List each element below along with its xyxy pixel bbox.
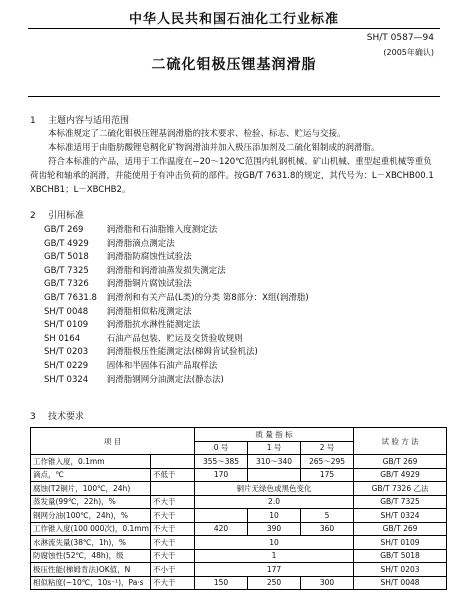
cell-method: SH/T 0203 [354,563,447,577]
cell-item: 工作锥入度(100 000次)，0.1mm [31,522,151,536]
reference-item [44,278,309,292]
reference-name: 润滑脂和润滑油蒸发损失测定法 [106,265,226,276]
cell-item: 腐蚀(T2铜片，100℃，24h) [31,482,151,496]
reference-name: 润滑脂铜片腐蚀试验法 [106,279,192,290]
cell-grade-2: 265～295 [301,455,354,469]
reference-item [44,292,309,306]
reference-code: GB/T 269 [44,225,84,235]
reference-name: 润滑脂相似粘度测定法 [106,306,192,317]
cell-item: 相似粘度(−10℃，10s⁻¹)，Pa·s [31,576,151,590]
cell-item: 蒸发量(99℃，22h)，% [31,495,151,509]
table-row [31,536,447,550]
cell-method: GB/T 7326 乙法 [354,482,447,496]
reference-code: GB/T 4929 [44,238,89,249]
reference-code: SH/T 0203 [44,347,89,358]
table-row [31,549,447,563]
cell-grade-2: 360 [301,522,354,536]
section-title: 技术要求 [48,412,85,422]
table-row [31,522,447,536]
cell-grade-2: 300 [301,576,354,590]
cell-all-grades: 177 [195,563,354,577]
reference-item [44,238,309,252]
cell-limit: 不大于 [151,576,195,590]
section-2-heading [30,208,84,221]
header-grade-2: 2 号 [301,441,354,455]
reference-name: 润滑脂防腐蚀性试验法 [106,252,192,263]
cell-method: GB/T 7325 [354,495,447,509]
cell-method: SH/T 0109 [354,536,447,550]
cell-method: SH/T 0324 [354,509,447,523]
document-title: 二硫化钼极压锂基润滑脂 [151,57,317,73]
standard-category-title: 中华人民共和国石油化工行业标准 [128,12,339,27]
cell-all-grades: 1 [195,549,354,563]
cell-item: 极压性能(梯姆肯法)OK值，N [31,563,151,577]
reference-name: 石油产品包装、贮运及交货验收规则 [106,333,243,344]
reference-code: GB/T 7325 [44,265,89,276]
cell-item: 水淋流失量(38℃，1h)，% [31,536,151,550]
reference-name: 固体和半固体石油产品取样法 [106,360,218,371]
reference-code: GB/T 7631.8 [44,292,97,303]
cell-all-grades: 10 [195,536,354,550]
reference-item [44,333,309,347]
cell-grade-2: 5 [301,509,354,523]
reference-code: GB/T 7326 [44,279,89,290]
cell-item: 工作锥入度，0.1mm [31,455,151,469]
section-number: 3 [30,412,36,422]
section-1-paragraph-1 [30,127,438,141]
cell-method: GB/T 5018 [354,549,447,563]
reference-code: SH/T 0109 [44,320,89,331]
cell-limit: 不低于 [151,468,195,482]
cell-limit [151,455,195,469]
reference-name: 润滑剂和有关产品(L类)的分类 第8部分：X组(润滑脂) [106,292,309,303]
reference-item [44,265,309,279]
table-header-row [31,428,447,442]
table-row [31,482,447,496]
header-grade-1: 1 号 [248,441,301,455]
section-1-paragraph-3 [30,155,438,197]
section-1-paragraph-2 [30,141,438,155]
cell-grade-1 [248,468,301,482]
confirmation-year: (2005年确认) [383,48,434,57]
header-test-method: 试 验 方 法 [354,428,447,455]
section-number: 2 [30,211,36,221]
paragraph-text: 本标准规定了二硫化钼极压锂基润滑脂的技术要求、检验、标志、贮运与交接。 [48,129,346,139]
paragraph-text: 符合本标准的产品，适用于工作温度在−20～120℃范围内轧钢机械、矿山机械、重型起重机械等重负荷齿轮和轴承的润滑，并能使用于有冲击负荷的部件。按GB/T 7631.8的规定，其代号为：L－XBCHB00.1 XBCHB1；L－XBCHB2。 [30,157,434,195]
cell-limit: 不大于 [151,495,195,509]
cell-method: GB/T 4929 [354,468,447,482]
cell-limit: 不大于 [151,522,195,536]
section-number: 1 [30,116,36,126]
table-row [31,468,447,482]
reference-code: SH/T 0048 [44,306,89,317]
reference-item [44,251,309,265]
normative-reference-list [44,224,309,387]
table-row [31,455,447,469]
reference-name: 润滑脂极压性能测定法(梯姆肯试验机法) [106,347,258,358]
reference-item [44,319,309,333]
cell-method: GB/T 269 [354,522,447,536]
cell-limit: 不大于 [151,509,195,523]
reference-name: 润滑脂和石油脂锥入度测定法 [106,225,218,235]
header-item: 项 目 [31,428,195,455]
cell-all-grades: 铜片无绿色或黑色变化 [195,482,354,496]
cell-grade-1: 10 [248,509,301,523]
reference-name: 润滑脂滴点测定法 [106,238,175,249]
technical-requirements-table [30,427,447,590]
table-row [31,509,447,523]
reference-item [44,224,309,238]
cell-limit: 不大于 [151,536,195,550]
cell-item: 防腐蚀性(52℃，48h)，级 [31,549,151,563]
cell-grade-1: 390 [248,522,301,536]
reference-item [44,374,309,388]
cell-item: 钢网分油(100℃，24h)，% [31,509,151,523]
cell-all-grades: 2.0 [195,495,354,509]
table-row [31,495,447,509]
table-row [31,576,447,590]
cell-grade-1: 310～340 [248,455,301,469]
standard-code: SH/T 0587—94 [366,33,434,43]
title-rule [28,96,440,97]
section-title: 引用标准 [48,211,85,221]
reference-code: SH/T 0324 [44,374,89,385]
cell-grade-0 [195,509,248,523]
reference-code: SH/T 0229 [44,360,89,371]
cell-limit [151,482,195,496]
header-rule [28,28,440,29]
header-grade-0: 0 号 [195,441,248,455]
reference-code: GB/T 5018 [44,252,89,263]
cell-grade-0: 355～385 [195,455,248,469]
cell-grade-0: 150 [195,576,248,590]
cell-limit: 不大于 [151,549,195,563]
reference-item [44,306,309,320]
paragraph-text: 本标准适用于由脂肪酸锂皂稠化矿物润滑油并加入极压添加剂及二硫化钼制成的润滑脂。 [48,143,380,153]
reference-item [44,360,309,374]
table-row [31,563,447,577]
reference-name: 润滑脂钢网分油测定法(静态法) [106,374,224,385]
cell-method: SH/T 0048 [354,576,447,590]
section-1-heading [30,113,129,126]
cell-grade-1: 250 [248,576,301,590]
cell-method: GB/T 269 [354,455,447,469]
cell-grade-0: 170 [195,468,248,482]
section-3-heading [30,409,84,422]
reference-name: 润滑脂抗水淋性能测定法 [106,320,201,331]
reference-item [44,346,309,360]
cell-limit: 不小于 [151,563,195,577]
cell-grade-2: 175 [301,468,354,482]
cell-grade-0: 420 [195,522,248,536]
section-title: 主题内容与适用范围 [48,116,130,126]
cell-item: 滴点，℃ [31,468,151,482]
header-quality-index: 质 量 指 标 [195,428,354,442]
reference-code: SH 0164 [44,333,81,344]
